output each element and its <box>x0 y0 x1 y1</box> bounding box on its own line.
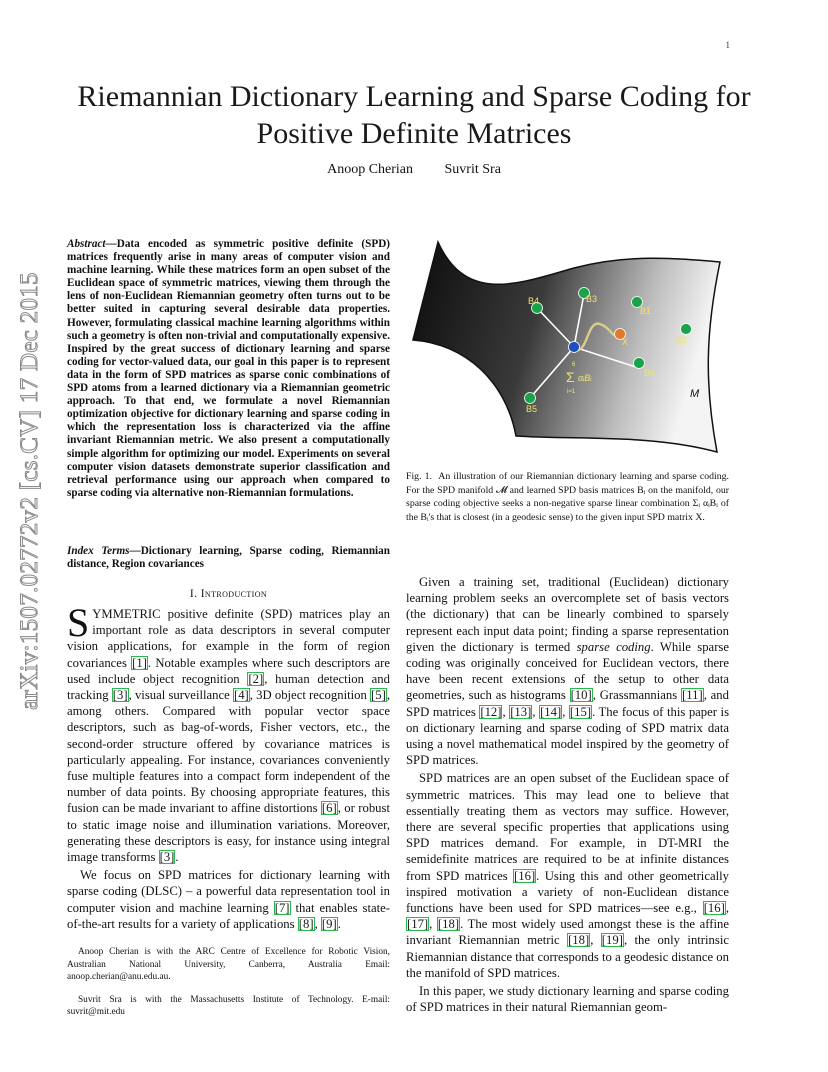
section-title: Introduction <box>200 588 268 600</box>
figure-caption <box>406 470 729 525</box>
citation-link[interactable]: [2] <box>248 671 264 686</box>
body-text: . The most widely used amongst these is the affine invariant Riemannian metric <box>406 917 729 948</box>
label-b2: B2 <box>676 335 688 345</box>
body-text: , the only intrinsic Riemannian distance that corresponds to a geodesic distance on the manifold of SPD matrices. <box>406 933 729 980</box>
citation-link[interactable]: [11] <box>682 688 703 703</box>
author-list <box>60 162 768 178</box>
body-text: . <box>337 916 341 931</box>
body-text: , <box>429 917 437 932</box>
citation-link[interactable]: [4] <box>233 688 249 703</box>
body-text: , human detection and tracking <box>67 671 390 703</box>
page-number: 1 <box>725 40 730 50</box>
abstract-label: Abstract <box>67 238 106 250</box>
body-text: YMMETRIC positive definite (SPD) matrices play an important role as data descriptors in several computer vision applications, for example in the form of region covariances <box>67 607 390 670</box>
citation-link[interactable]: [1] <box>132 655 147 670</box>
citation-link[interactable]: [7] <box>274 900 290 915</box>
citation-link[interactable]: [16] <box>703 901 725 916</box>
citation-link[interactable]: [3] <box>112 688 128 703</box>
citation-link[interactable]: [15] <box>569 704 592 719</box>
footnotes <box>67 946 390 1019</box>
body-text: , <box>502 704 510 719</box>
abstract: Abstract—Data encoded as symmetric positive definite (SPD) matrices frequently arise in many areas of computer vision and machine learning. While these matrices form an open subset of the Euclidean space of symmetric matrices, viewing them through the lens of non-Euclidean Riemannian geometry often turns out to be better suited in capturing several desirable data properties. However, formulating classical machine learning algorithms within such a geometry is often non-trivial and computationally expensive. Inspired by the great success of dictionary learning and sparse coding for vector-valued data, our goal in this paper is to represent data in the form of SPD matrices as sparse conic combinations of SPD atoms from a learned dictionary via a Riemannian geometric approach. To that end, we formulate a novel Riemannian optimization objective for dictionary learning and sparse coding in which the representation loss is characterized via the affine invariant Riemannian metric. We also present a computationally simple algorithm for optimizing our model. Experiments on several computer vision datasets demonstrate superior classification and retrieval performance using our approach when compared to sparse coding via alternative non-Riemannian formulations. <box>67 238 390 499</box>
citation-link[interactable]: [5] <box>371 688 386 703</box>
body-text: , <box>590 933 601 948</box>
label-b4: B4 <box>528 296 540 306</box>
intro-right-column <box>406 574 729 1015</box>
emphasis-text: sparse coding <box>576 639 651 654</box>
body-text: , among others. Compared with popular vector space descriptors, such as bag-of-words, Fisher vectors, etc., the second-order structure offered by covariance matrices is particularly appealing. For instance, covariances conveniently fuse multiple features into a compact form independent of the number of data points. By choosing appropriate features, this fusion can be made invariant to affine distortions <box>67 688 390 816</box>
body-text: , and SPD matrices <box>406 688 729 719</box>
drop-cap: S <box>67 600 90 645</box>
arxiv-stamp <box>6 258 54 724</box>
body-text: , <box>314 916 321 931</box>
citation-link[interactable]: [6] <box>321 801 337 816</box>
combination-point <box>569 342 580 353</box>
body-text: , 3D object recognition <box>249 688 371 703</box>
label-sum-top: 6 <box>572 362 576 368</box>
abstract-text: Data encoded as symmetric positive definite (SPD) matrices frequently arise in many areas of computer vision and machine learning. While these matrices form an open subset of the Euclidean space of symmetric matrices, viewing them through the lens of non-Euclidean Riemannian geometry often turns out to be better suited in capturing several desirable data properties. However, formulating classical machine learning algorithms within such a geometry is often non-trivial and computationally expensive. Inspired by the great success of dictionary learning and sparse coding for vector-valued data, our goal in this paper is to represent data in the form of SPD matrices as sparse conic combinations of SPD atoms from a learned dictionary via a Riemannian geometric approach. To that end, we formulate a novel Riemannian optimization objective for dictionary learning and sparse coding in which the representation loss is characterized via the affine invariant Riemannian metric. We also present a computationally simple algorithm for optimizing our model. Experiments on several computer vision datasets demonstrate superior classification and retrieval performance using our approach when compared to sparse coding via alternative non-Riemannian formulations. <box>67 238 390 499</box>
citation-link[interactable]: [10] <box>570 688 592 703</box>
intro-left-column <box>67 600 391 1019</box>
citation-link[interactable]: [9] <box>321 916 337 931</box>
figure-manifold <box>406 232 729 462</box>
intro-paragraph <box>67 867 390 932</box>
index-terms: Index Terms—Dictionary learning, Sparse coding, Riemannian distance, Region covariances <box>67 545 390 571</box>
intro-paragraph <box>67 600 390 865</box>
citation-link[interactable]: [19] <box>601 933 623 948</box>
manifold-surface <box>413 242 720 452</box>
citation-link[interactable]: [17] <box>407 917 429 932</box>
body-text: , <box>562 704 569 719</box>
label-sum: αᵢBᵢ <box>578 373 592 383</box>
arxiv-stamp-text: arXiv:1507.02772v2 [cs.CV] 17 Dec 2015 <box>16 272 43 710</box>
caption-label: Fig. 1. <box>406 471 432 482</box>
intro-paragraph: In this paper, we study dictionary learning and sparse coding of SPD matrices in their natural Riemannian geom- <box>406 984 729 1015</box>
index-terms-label: Index Terms <box>67 545 130 557</box>
section-heading <box>67 588 390 600</box>
body-text: We focus on SPD matrices for dictionary learning with sparse coding (DLSC) – a powerful data representation tool in computer vision and machine learning <box>67 868 390 915</box>
footnote: Suvrit Sra is with the Massachusetts Institute of Technology. E-mail: suvrit@mit.edu <box>67 994 390 1018</box>
body-text: , Grassmannians <box>592 688 682 703</box>
label-b6: B6 <box>644 368 656 378</box>
body-text: , or robust to static image noise and illumination variations. Moreover, generating these descriptors is easy, for instance using integral image transforms <box>67 801 390 865</box>
body-text: , <box>532 704 540 719</box>
atom-b2-point <box>681 324 692 335</box>
body-text: Given a training set, traditional (Euclidean) dictionary learning problem seeks an overcomplete set of basis vectors (the dictionary) that can be linearly combined to sparsely represent each input data point; finding a sparse representation given the dictionary is termed <box>406 575 729 654</box>
body-text: . Notable examples where such descriptors are used include object recognition <box>67 655 390 686</box>
citation-link[interactable]: [13] <box>510 704 532 719</box>
body-text: , <box>725 901 729 916</box>
body-text: SPD matrices are an open subset of the Euclidean space of symmetric matrices. This may lead one to believe that essentially treating them as vectors may suffice. However, there are several specific properties that applications using SPD matrices demand. For example, in DT-MRI the semidefinite matrices are required to be at infinite distances from SPD matrices <box>406 771 729 883</box>
caption-text: An illustration of our Riemannian dictionary learning and sparse coding. For the SPD manifold 𝓜 and learned SPD basis matrices Bᵢ on the manifold, our sparse coding objective seeks a non-negative sparse linear combination Σᵢ αᵢBᵢ of the Bᵢ's that is closest (in a geodesic sense) to the given input SPD matrix X. <box>406 471 729 524</box>
sum-sign: Σ <box>566 369 575 385</box>
body-text: . While sparse coding was originally conceived for Euclidean vectors, there have been recent extensions of the setup to other data geometries, such as histograms <box>406 639 729 703</box>
author-name: Anoop Cherian <box>327 162 414 177</box>
citation-link[interactable]: [8] <box>298 916 314 931</box>
citation-link[interactable]: [14] <box>540 704 562 719</box>
section-number: I. <box>189 588 198 600</box>
atom-b6-point <box>634 358 645 369</box>
body-text: that enables state-of-the-art results for a variety of applications <box>67 900 391 931</box>
body-text: , visual surveillance <box>128 688 233 703</box>
author-name: Suvrit Sra <box>444 162 501 177</box>
body-text: . Using this and other geometrically inspired motivation a variety of non-Euclidean distance functions have been used for SPD matrices—see e.g., <box>406 868 729 916</box>
label-manifold: M <box>690 388 700 400</box>
body-text: . <box>175 850 179 865</box>
citation-link[interactable]: [18] <box>568 933 590 948</box>
citation-link[interactable]: [12] <box>480 704 502 719</box>
paper-title: Riemannian Dictionary Learning and Sparse Coding for Positive Definite Matrices <box>77 80 751 150</box>
intro-paragraph <box>406 770 729 981</box>
citation-link[interactable]: [3] <box>159 850 175 865</box>
label-b1: B1 <box>640 306 652 316</box>
body-text: . The focus of this paper is on dictionary learning and sparse coding of SPD matrix data using a novel mathematical model inspired by the geometry of SPD matrices. <box>406 704 730 768</box>
citation-link[interactable]: [16] <box>514 868 536 883</box>
label-b3: B3 <box>586 294 598 304</box>
index-terms-text: Dictionary learning, Sparse coding, Riemannian distance, Region covariances <box>67 545 390 571</box>
intro-paragraph <box>406 574 729 768</box>
citation-link[interactable]: [18] <box>437 917 460 932</box>
label-x: X <box>622 337 629 347</box>
label-sum-bottom: i=1 <box>567 389 576 395</box>
atom-b5-point <box>525 393 536 404</box>
footnote: Anoop Cherian is with the ARC Centre of Excellence for Robotic Vision, Australian National University, Canberra, Australia Email: anoop.cherian@anu.edu.au. <box>67 947 390 983</box>
label-b5: B5 <box>526 404 538 414</box>
